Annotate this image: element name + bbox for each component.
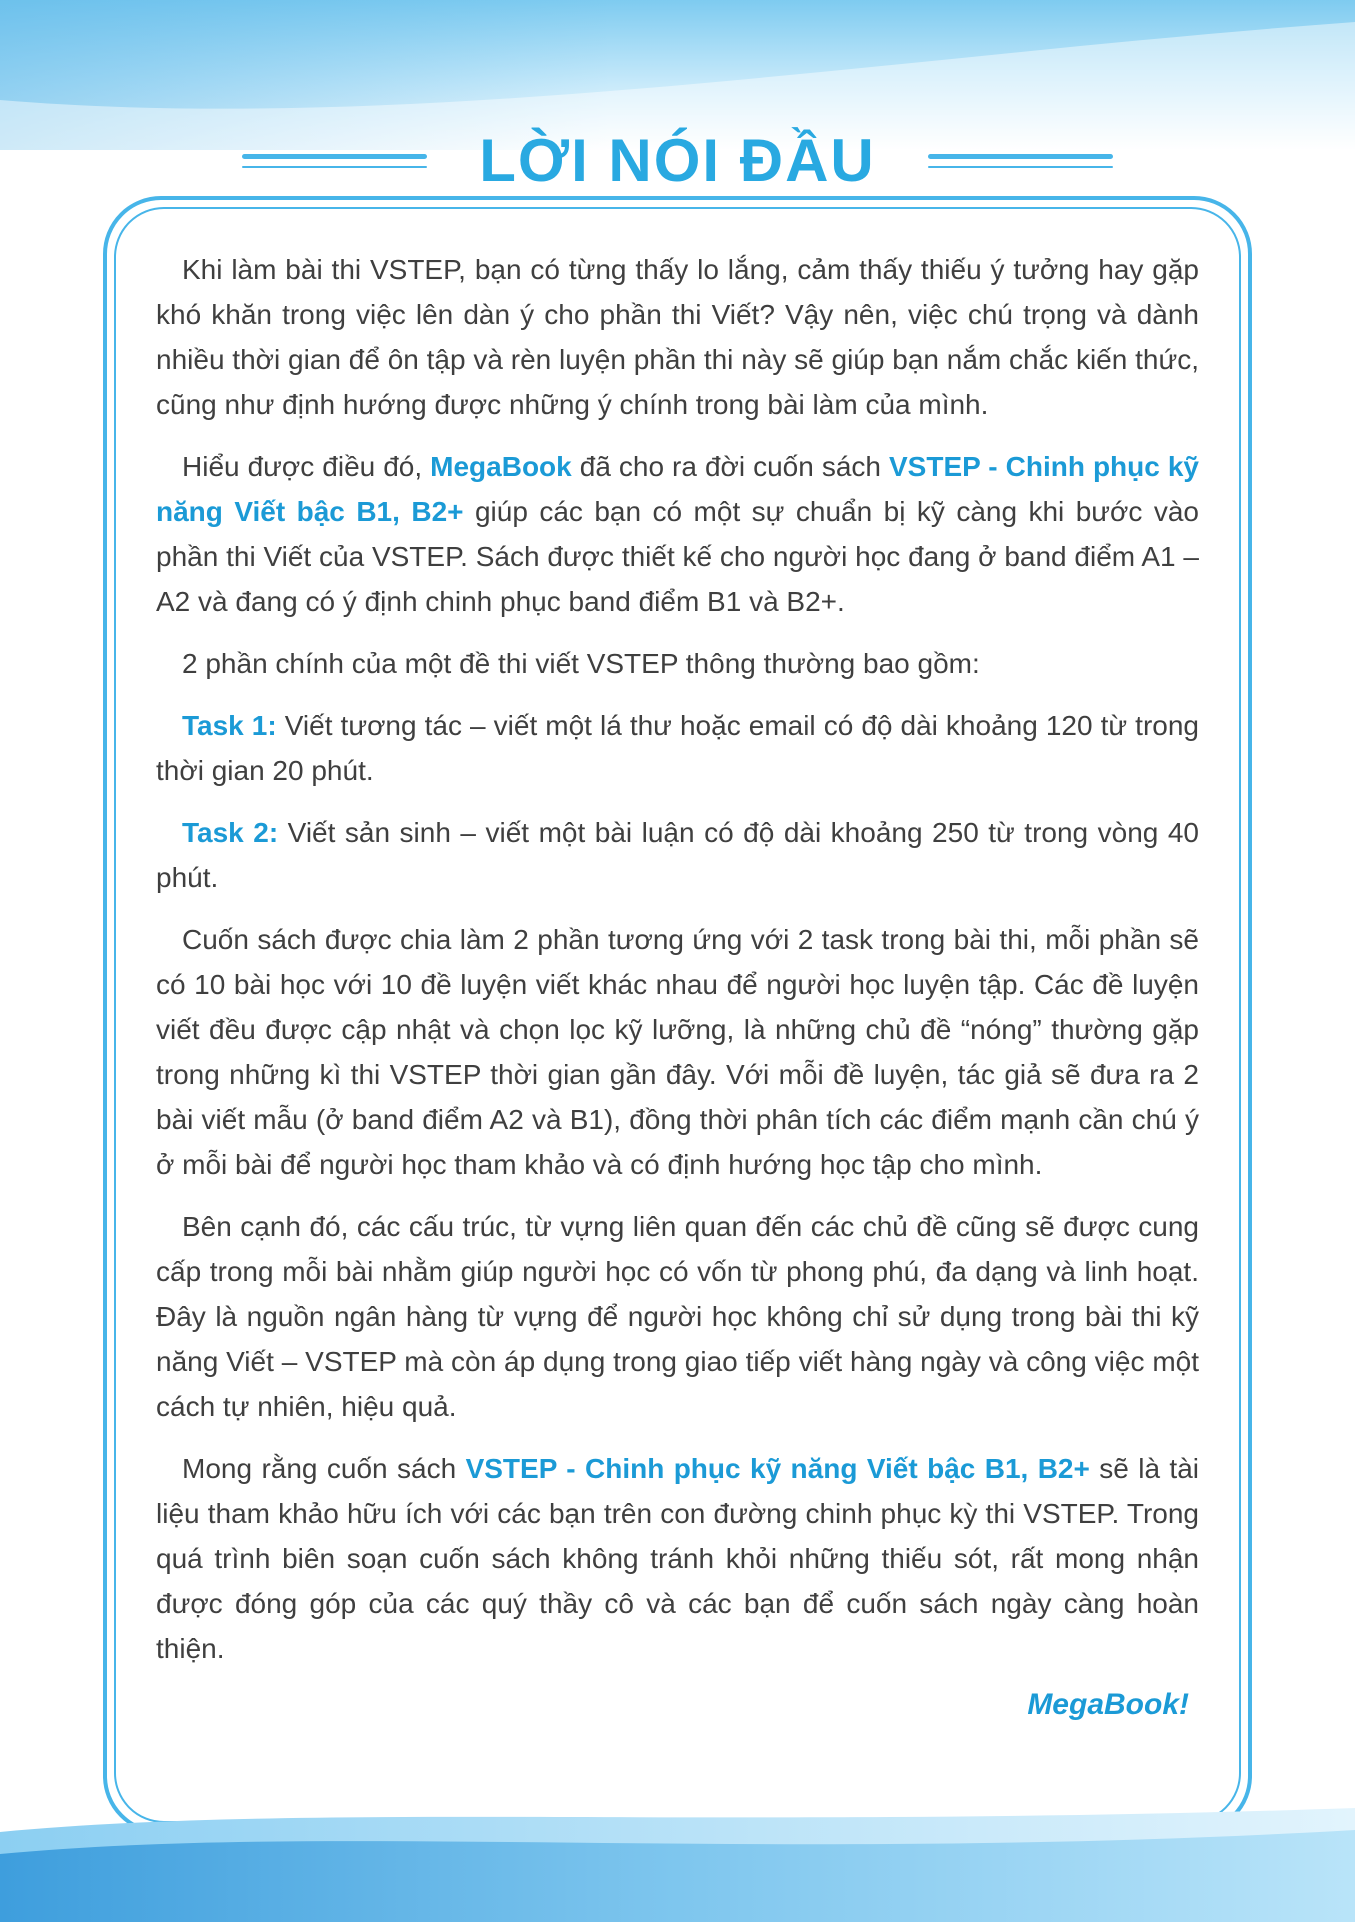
signature: MegaBook! <box>1027 1688 1189 1721</box>
accent-text: Task 1: <box>182 710 277 741</box>
content-frame <box>103 196 1252 1834</box>
accent-text: VSTEP - Chinh phục kỹ năng Viết bậc B1, B2+ <box>465 1453 1090 1484</box>
paragraph <box>156 703 1199 793</box>
content-frame-inner <box>114 207 1241 1823</box>
text-segment: Viết tương tác – viết một lá thư hoặc email có độ dài khoảng 120 từ trong thời gian 20 phút. <box>156 710 1200 786</box>
text-segment: đã cho ra đời cuốn sách <box>571 451 889 482</box>
title-rule-left <box>242 154 427 168</box>
page-header <box>0 126 1355 195</box>
rule-bar <box>928 166 1113 168</box>
accent-text: VSTEP - Chinh phục kỹ năng Viết bậc B1, B2+ <box>156 451 1199 527</box>
preface-paragraphs <box>156 247 1199 1671</box>
paragraph <box>156 444 1199 624</box>
rule-bar <box>928 154 1113 159</box>
bottom-wave-shape <box>0 1802 1355 1922</box>
text-segment: Khi làm bài thi VSTEP, bạn có từng thấy lo lắng, cảm thấy thiếu ý tưởng hay gặp khó khăn trong việc lên dàn ý cho phần thi Viết? Vậy nên, việc chú trọng và dành nhiều thời gian để ôn tập và rèn luyện phần thi này sẽ giúp bạn nắm chắc kiến thức, cũng như định hướng được những ý chính trong bài làm của mình. <box>156 254 1199 420</box>
text-segment: 2 phần chính của một đề thi viết VSTEP thông thường bao gồm: <box>182 648 980 679</box>
paragraph <box>156 1446 1199 1671</box>
text-segment: sẽ là tài liệu tham khảo hữu ích với các bạn trên con đường chinh phục kỳ thi VSTEP. Trong quá trình biên soạn cuốn sách không tránh khỏi những thiếu sót, rất mong nhận được đóng góp của các quý thầy cô và các bạn để cuốn sách ngày càng hoàn thiện. <box>156 1453 1200 1664</box>
text-segment: giúp các bạn có một sự chuẩn bị kỹ càng khi bước vào phần thi Viết của VSTEP. Sách được thiết kế cho người học đang ở band điểm A1 – A2 và đang có ý định chinh phục band điểm B1 và B2+. <box>156 496 1199 617</box>
text-segment: Mong rằng cuốn sách <box>182 1453 466 1484</box>
paragraph <box>156 917 1199 1187</box>
text-segment: Viết sản sinh – viết một bài luận có độ dài khoảng 250 từ trong vòng 40 phút. <box>156 817 1199 893</box>
accent-text: Task 2: <box>182 817 279 848</box>
paragraph <box>156 1204 1199 1429</box>
rule-bar <box>242 154 427 159</box>
text-segment: Cuốn sách được chia làm 2 phần tương ứng với 2 task trong bài thi, mỗi phần sẽ có 10 bài học với 10 đề luyện viết khác nhau để người học luyện tập. Các đề luyện viết đều được cập nhật và chọn lọc kỹ lưỡng, là những chủ đề “nóng” thường gặp trong những kì thi VSTEP thời gian gần đây. Với mỗi đề luyện, tác giả sẽ đưa ra 2 bài viết mẫu (ở band điểm A2 và B1), đồng thời phân tích các điểm mạnh cần chú ý ở mỗi bài để người học tham khảo và có định hướng học tập cho mình. <box>156 924 1199 1180</box>
paragraph <box>156 641 1199 686</box>
rule-bar <box>242 166 427 168</box>
page-title: LỜI NÓI ĐẦU <box>479 127 876 194</box>
bottom-wave-decoration <box>0 1802 1355 1922</box>
paragraph <box>156 810 1199 900</box>
paragraph <box>156 247 1199 427</box>
text-segment: Bên cạnh đó, các cấu trúc, từ vựng liên quan đến các chủ đề cũng sẽ được cung cấp trong mỗi bài nhằm giúp người học có vốn từ phong phú, đa dạng và linh hoạt. Đây là nguồn ngân hàng từ vựng để người học không chỉ sử dụng trong bài thi kỹ năng Viết – VSTEP mà còn áp dụng trong giao tiếp viết hàng ngày và công việc một cách tự nhiên, hiệu quả. <box>156 1211 1199 1422</box>
accent-text: MegaBook <box>430 451 572 482</box>
text-segment: Hiểu được điều đó, <box>182 451 431 482</box>
title-rule-right <box>928 154 1113 168</box>
